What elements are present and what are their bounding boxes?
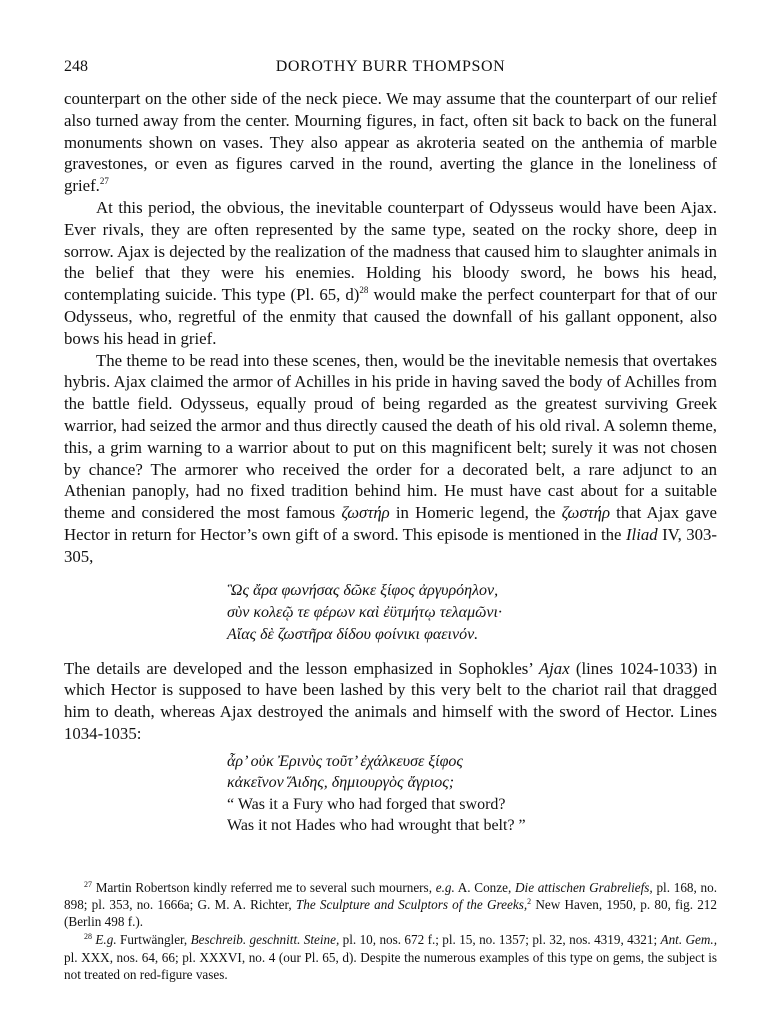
greek-word: ζωστήρ bbox=[561, 503, 611, 523]
footnote-ref-27[interactable]: 27 bbox=[99, 176, 109, 187]
paragraph-4: The details are developed and the lesson emphasized in Sophokles’ Ajax (lines 1024-1033) in which Hector is supposed to have been lashed by this very belt to the chariot rail that dragged him to death, whereas Ajax destroyed the animals and himself with the sword of Hector. Lines 1034-1035: bbox=[64, 658, 717, 743]
quote-line: Αἴας δὲ ζωστῆρα δίδου φοίνικι φαεινόν. bbox=[227, 625, 479, 643]
work-title: Iliad bbox=[625, 524, 658, 544]
page bbox=[64, 58, 717, 984]
iliad-quotation bbox=[227, 580, 717, 646]
sophokles-quotation bbox=[227, 751, 717, 837]
quote-line: Ὣς ἄρα φωνήσας δῶκε ξίφος ἀργυρόηλον, bbox=[227, 581, 499, 599]
page-number: 248 bbox=[64, 58, 88, 75]
paragraph-1: counterpart on the other side of the neck piece. We may assume that the counterpart of our relief also turned away from the center. Mourning figures, in fact, often sit back to back on the funeral monuments shown on vases. They also appear as akroteria seated on the anthemia of marble gravestones, or even as figures carved in the round, averting the glance in the loneliness of grief.$^{27}$ bbox=[64, 89, 717, 196]
quote-line: σὺν κολεῷ τε φέρων καὶ ἐϋτμήτῳ τελαμῶνι· bbox=[227, 603, 502, 621]
greek-word: ζωστήρ bbox=[341, 503, 390, 523]
paragraph-2: At this period, the obvious, the inevitable counterpart of Odysseus would have been Ajax. Ever rivals, they are often represented by the same type, seated on the rocky shore, deep in sorrow. Ajax is dejected by the realization of the madness that caused him to slaughter animals in the belief that they were his enemies. Holding his bloody sword, he bows his head, contemplating suicide. This type (Pl. 65, d)$^{28}$ would make the perfect counterpart for that of our Odysseus, who, regretful of the enmity that caused the downfall of his gallant opponent, also bows his head in grief. bbox=[64, 197, 717, 348]
footnote-28: $^{28}$ E.g. Furtwängler, Beschreib. geschnitt. Steine, pl. 10, nos. 672 f.; pl. 15, no. 1357; pl. 32, nos. 4319, 4321; Ant. Gem., pl. XXX, nos. 64, 66; pl. XXXVI, no. 4 (our Pl. 65, d). Despite the numerous examples of this type on gems, the subject is not treated on red-figure vases. bbox=[64, 932, 718, 982]
page-header bbox=[64, 58, 717, 82]
running-head: DOROTHY BURR THOMPSON bbox=[275, 58, 506, 75]
work-title: Ajax bbox=[538, 658, 570, 678]
translation-line: Was it not Hades who had wrought that belt? ” bbox=[227, 817, 526, 835]
footnotes bbox=[64, 879, 717, 983]
footnote-ref-28[interactable]: 28 bbox=[359, 285, 369, 296]
paragraph-3: The theme to be read into these scenes, then, would be the inevitable nemesis that overtakes hybris. Ajax claimed the armor of Achilles in his pride in having saved the body of Achilles from the battle field. Odysseus, equally proud of being regarded as the greatest surviving Greek warrior, had seized the armor and thus directly caused the death of his old rival. A solemn theme, this, a grim warning to a warrior about to put on this magnificent belt; surely it was not chosen by chance? The armorer who received the order for a decorated belt, a rare adjunct to an Athenian panoply, had no fixed tradition behind him. He must have cast about for a suitable theme and considered the most famous ζωστήρ in Homeric legend, the ζωστήρ that Ajax gave Hector in return for Hector’s own gift of a sword. This episode is mentioned in the Iliad IV, 303-305, bbox=[64, 350, 718, 566]
quote-line: ἆρ’ οὐκ Ἐρινὺς τοῦτ’ ἐχάλκευσε ξίφος bbox=[227, 752, 463, 770]
quote-line: κἀκεῖνον Ἅιδης, δημιουργὸς ἄγριος; bbox=[227, 774, 455, 792]
translation-line: “ Was it a Fury who had forged that sword? bbox=[227, 795, 506, 813]
body-text bbox=[64, 88, 717, 837]
footnote-27: $^{27}$ Martin Robertson kindly referred me to several such mourners, e.g. A. Conze, Die attischen Grabreliefs, pl. 168, no. 898; pl. 353, no. 1666a; G. M. A. Richter, The Sculpture and Sculptors of the Greeks,$^2$ New Haven, 1950, p. 80, fig. 212 (Berlin 498 f.). bbox=[64, 879, 718, 930]
